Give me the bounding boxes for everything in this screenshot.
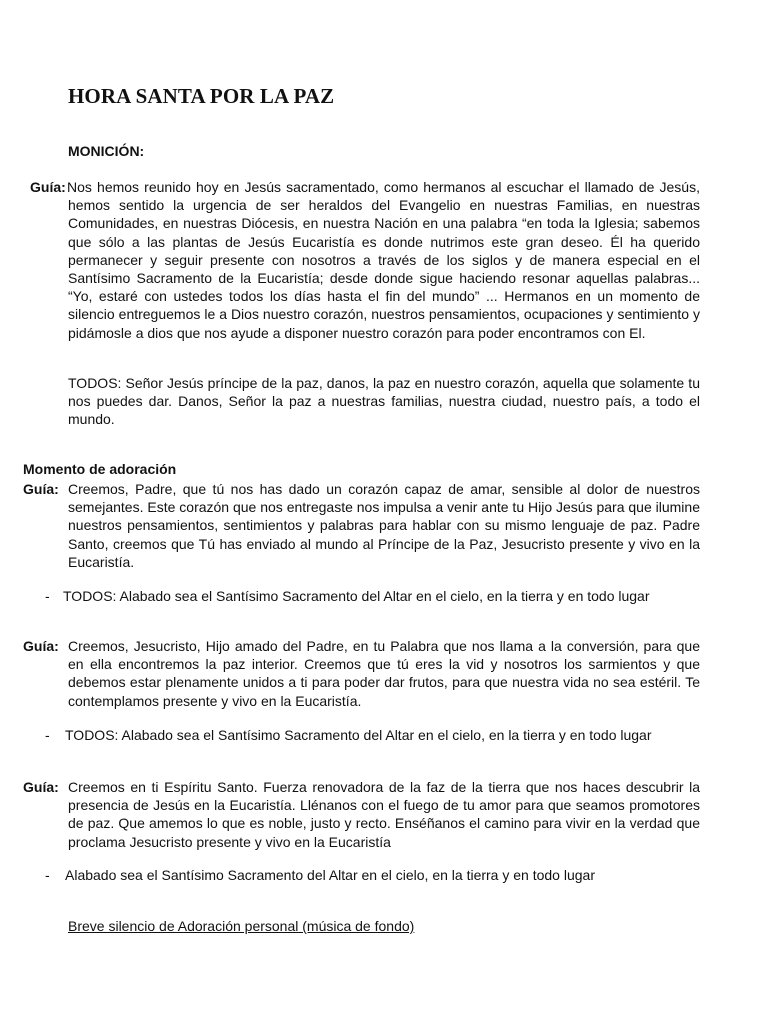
prayer-text-3: Creemos en ti Espíritu Santo. Fuerza renovadora de la faz de la tierra que nos haces descubrir la presencia de Jesús en la Eucaristía. Llénanos con el fuego de tu amor para que seamos promotores de paz. Que amemos lo que es noble, justo y recto. Enséñanos el camino para vivir en la verdad que proclama Jesucristo presente y vivo en la Eucaristía	[68, 779, 700, 850]
monicion-heading: MONICIÓN:	[68, 143, 145, 159]
dash-1: -	[45, 588, 50, 604]
monicion-body: Nos hemos reunido hoy en Jesús sacramentado, como hermanos al escuchar el llamado de Jesús, hemos sentido la urgencia de ser heraldos del Evangelio en nuestras Familias, en nuestras Comunidades, en nuestras Diócesis, en nuestra Nación en una palabra “en toda la Iglesia; sabemos que sólo a las plantas de Jesús Eucaristía es donde nutrimos este gran deseo. Él ha querido permanecer y seguir presente con nosotros a través de los siglos y de manera especial en el Santísimo Sacramento de la Eucaristía; desde donde sigue haciendo resonar aquellas palabras... “Yo, estaré con ustedes todos los días hasta el fin del mundo” ... Hermanos en un momento de silencio entreguemos le a Dios nuestro corazón, nuestros pensamientos, ocupaciones y sentimiento y pidámosle a dios que nos ayude a disponer nuestro corazón para poder encontramos con El.	[67, 179, 700, 341]
response-3: Alabado sea el Santísimo Sacramento del Altar en el cielo, en la tierra y en todo lugar	[65, 867, 595, 883]
dash-3: -	[45, 867, 50, 883]
guia-label-2: Guía:	[23, 638, 59, 654]
monicion-text	[68, 178, 700, 342]
guia-label-1: Guía:	[23, 481, 59, 497]
todos-response-1: TODOS: Alabado sea el Santísimo Sacramento del Altar en el cielo, en la tierra y en todo lugar	[63, 588, 650, 604]
todos-response-monicion: TODOS: Señor Jesús príncipe de la paz, danos, la paz en nuestro corazón, aquella que solamente tu nos puedes dar. Danos, Señor la paz a nuestras familias, nuestra ciudad, nuestro país, a todo el mundo.	[68, 375, 700, 428]
prayer-text-2: Creemos, Jesucristo, Hijo amado del Padre, en tu Palabra que nos llama a la conversión, para que en ella encontremos la paz interior. Creemos que tú eres la vid y nosotros los sarmientos y que debemos estar plenamente unidos a ti para poder dar frutos, para que nuestra vida no sea estéril. Te contemplamos presente y vivo en la Eucaristía.	[68, 638, 700, 709]
section-heading-adoracion: Momento de adoración	[23, 461, 177, 477]
guia-label-3: Guía:	[23, 779, 59, 795]
todos-response-2: TODOS: Alabado sea el Santísimo Sacramento del Altar en el cielo, en la tierra y en todo lugar	[65, 727, 652, 743]
guia-label-monicion: Guía:	[30, 179, 66, 195]
page-title: HORA SANTA POR LA PAZ	[68, 84, 335, 108]
dash-2: -	[45, 727, 50, 743]
closing-instruction: Breve silencio de Adoración personal (música de fondo)	[68, 918, 415, 934]
prayer-text-1: Creemos, Padre, que tú nos has dado un corazón capaz de amar, sensible al dolor de nuestros semejantes. Este corazón que nos entregaste nos impulsa a venir ante tu Hijo Jesús para que ilumine nuestros pensamientos, sentimientos y palabras para hablar con su mismo lenguaje de paz. Padre Santo, creemos que Tú has enviado al mundo al Príncipe de la Paz, Jesucristo presente y vivo en la Eucaristía.	[68, 481, 700, 570]
